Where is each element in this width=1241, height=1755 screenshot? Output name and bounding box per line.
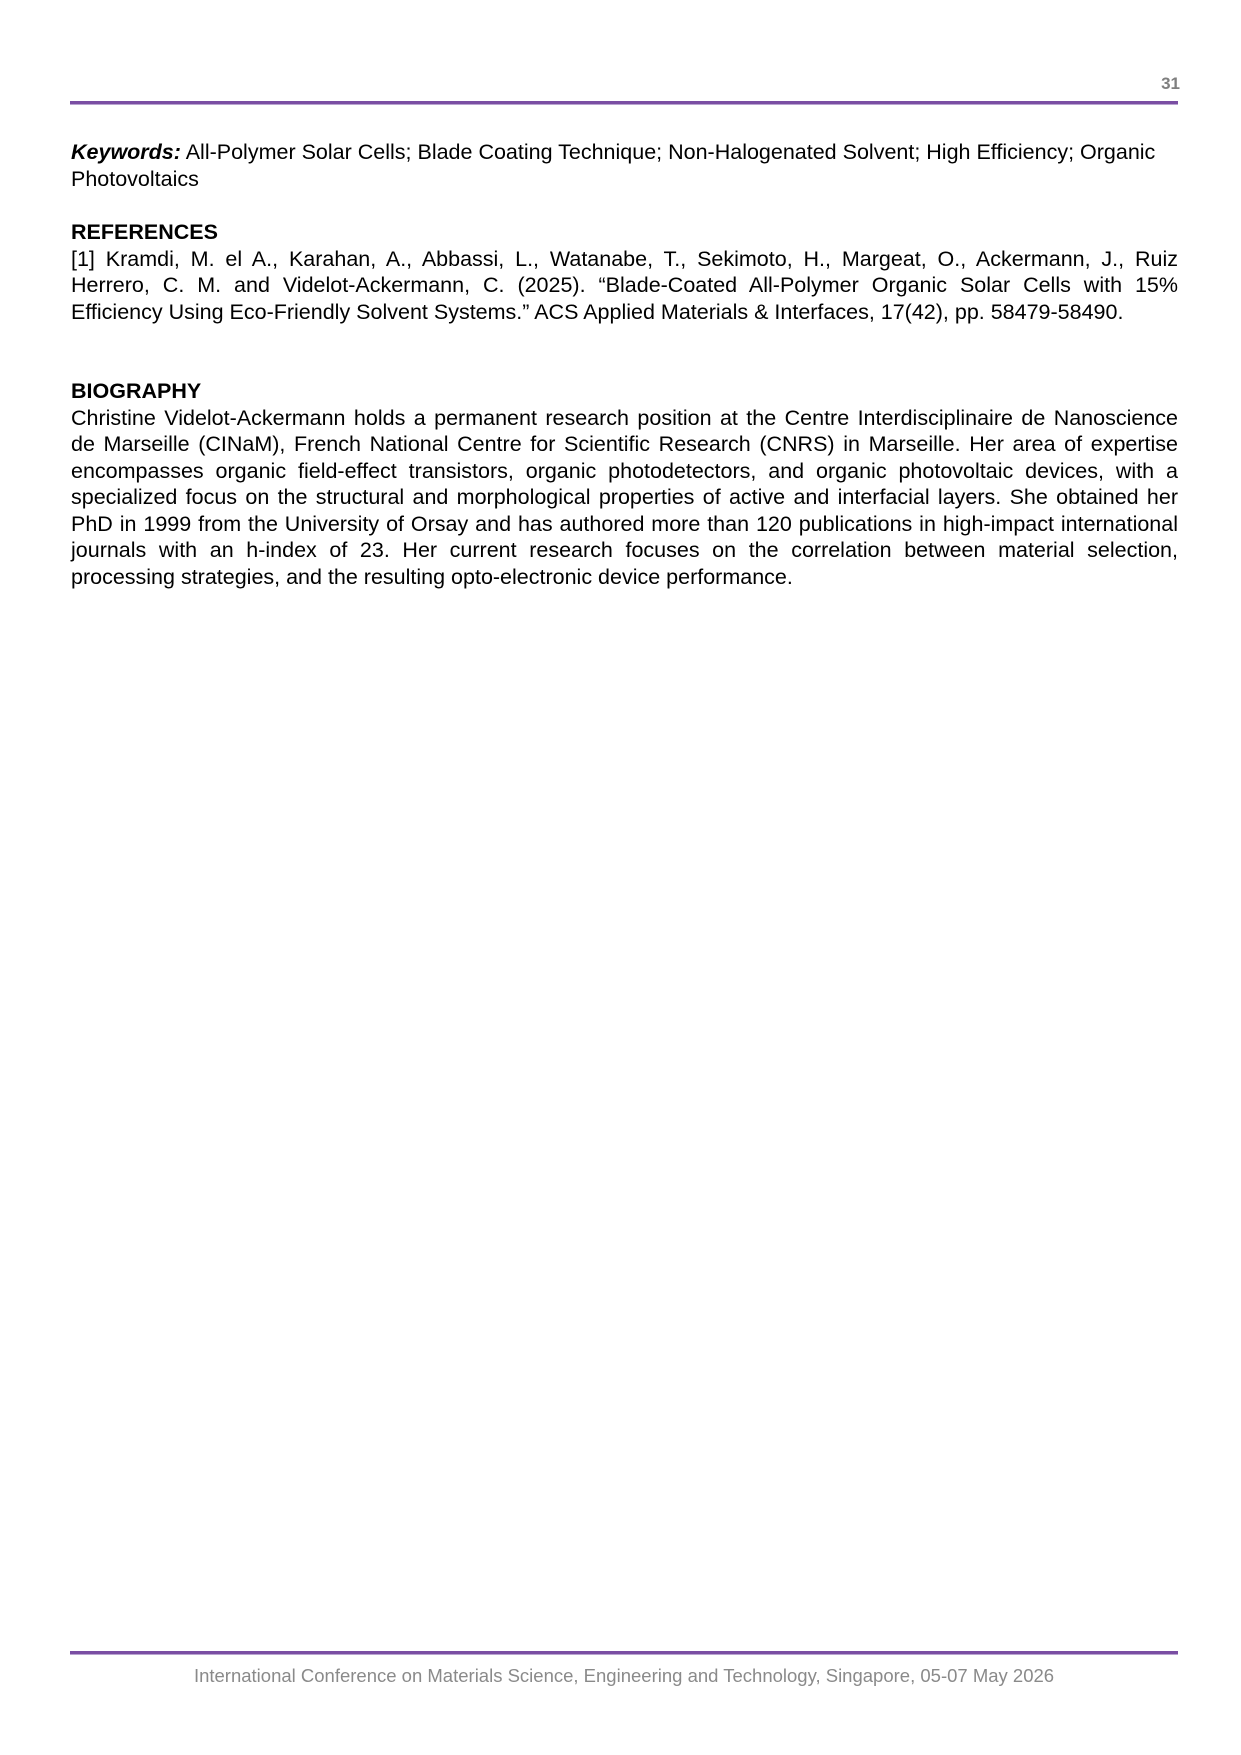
header-divider: [70, 101, 1178, 104]
biography-text: Christine Videlot-Ackermann holds a permanent research position at the Centre Interdisciplinaire de Nanoscience de Marseille (CINaM), French National Centre for Scientific Research (CNRS) in Marseille. Her area of expertise encompasses organic field-effect transistors, organic photodetectors, and organic photovoltaic devices, with a specialized focus on the structural and morphological properties of active and interfacial layers. She obtained her PhD in 1999 from the University of Orsay and has authored more than 120 publications in high-impact international journals with an h-index of 23. Her current research focuses on the correlation between material selection, processing strategies, and the resulting opto-electronic device performance.: [71, 405, 1178, 589]
page-number: 31: [1161, 74, 1180, 93]
footer-text: International Conference on Materials Science, Engineering and Technology, Singapore, 05-07 May 2026: [193, 1665, 1055, 1686]
keywords-paragraph: [71, 139, 1178, 192]
references-heading: REFERENCES: [71, 220, 218, 244]
main-content: [71, 139, 1178, 590]
footer-divider: [70, 1651, 1178, 1654]
keywords-text: All-Polymer Solar Cells; Blade Coating Technique; Non-Halogenated Solvent; High Efficiency; Organic Photovoltaics: [71, 140, 1156, 191]
biography-heading: BIOGRAPHY: [71, 379, 202, 403]
keywords-label: Keywords:: [71, 140, 181, 164]
reference-item: [1] Kramdi, M. el A., Karahan, A., Abbassi, L., Watanabe, T., Sekimoto, H., Margeat, O., Ackermann, J., Ruiz Herrero, C. M. and Videlot-Ackermann, C. (2025). “Blade-Coated All-Polymer Organic Solar Cells with 15% Efficiency Using Eco-Friendly Solvent Systems.” ACS Applied Materials & Interfaces, 17(42), pp. 58479-58490.: [71, 246, 1178, 324]
